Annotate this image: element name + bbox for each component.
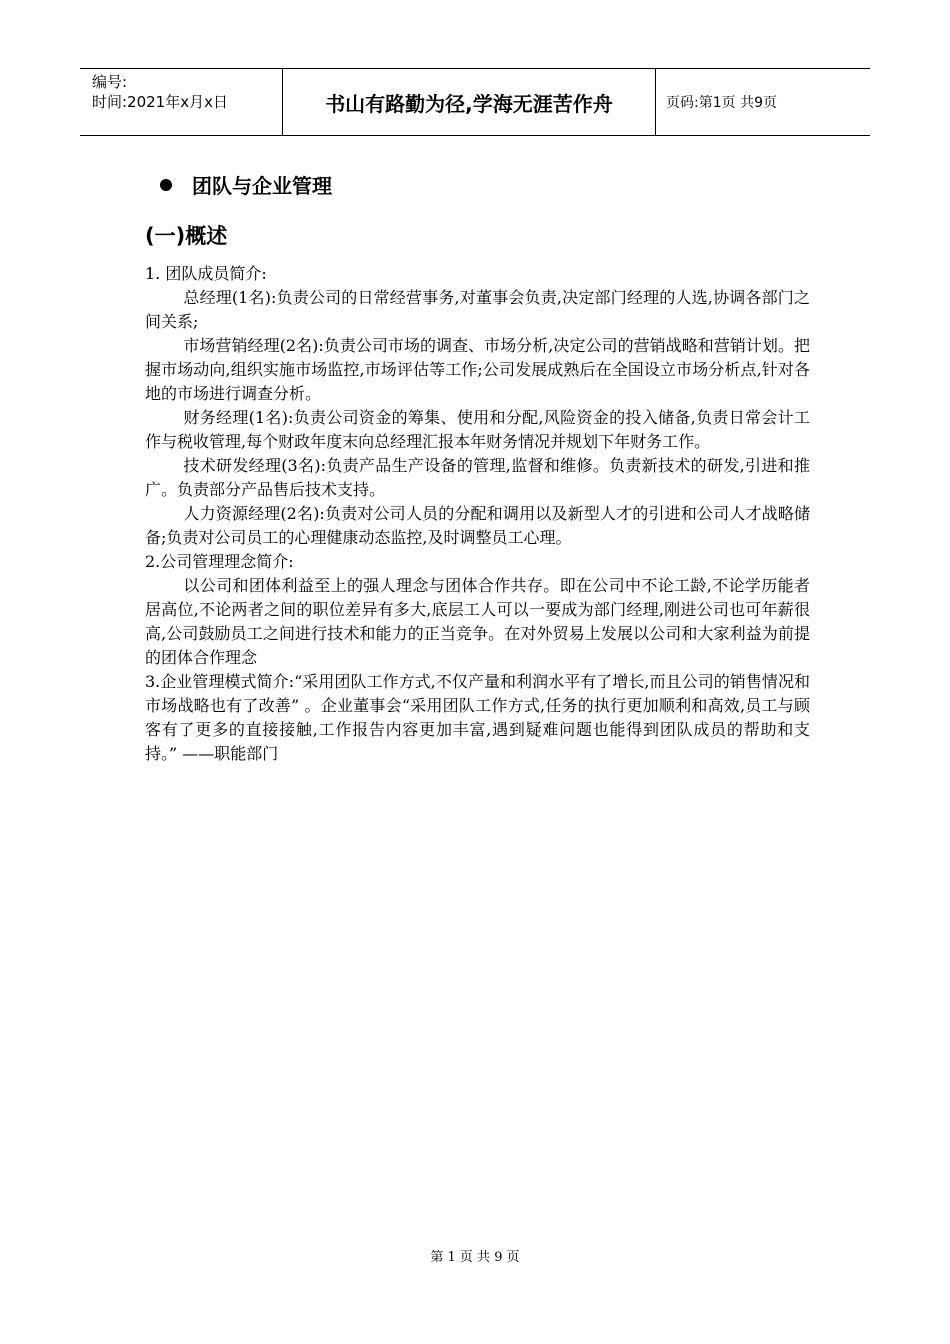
paragraph-tech-manager: 技术研发经理(3名):负责产品生产设备的管理,监督和维修。负责新技术的研发,引进和推广。负责部分产品售后技术支持。 [145,456,810,499]
paragraph-hr-manager: 人力资源经理(2名):负责对公司人员的分配和调用以及新型人才的引进和公司人才战略储备;负责对公司员工的心理健康动态监控,及时调整员工心理。 [145,504,810,547]
paragraph-team-intro: 1. 团队成员简介: [145,264,267,283]
paragraph-general-manager: 总经理(1名):负责公司的日常经营事务,对董事会负责,决定部门经理的人选,协调各部门之间关系; [145,288,810,331]
sub-heading: (一)概述 [145,224,228,248]
paragraph-finance-manager: 财务经理(1名):负责公司资金的筹集、使用和分配,风险资金的投入储备,负责日常会计工作与税收管理,每个财政年度末向总经理汇报本年财务情况并规划下年财务工作。 [145,408,810,451]
serial-label: 编号: [92,73,128,91]
header-motto: 书山有路勤为径,学海无涯苦作舟 [282,69,656,135]
section-heading-text: 团队与企业管理 [192,174,332,198]
page-footer: 第 1 页 共 9 页 [430,1250,520,1265]
header-meta [80,69,282,135]
document-header [80,68,870,136]
paragraph-marketing-manager: 市场营销经理(2名):负责公司市场的调查、市场分析,决定公司的营销战略和营销计划。把握市场动向,组织实施市场监控,市场评估等工作;公司发展成熟后在全国设立市场分析点,针对各地的市场进行调查分析。 [145,336,810,403]
bullet-icon [160,179,172,191]
body-content [145,262,810,766]
section-heading [160,170,332,199]
paragraph-management-mode: 3.企业管理模式简介:“采用团队工作方式,不仅产量和利润水平有了增长,而且公司的销售情况和市场战略也有了改善” 。企业董事会“采用团队工作方式,任务的执行更加顺利和高效,员工与顾客有了更多的直接接触,工作报告内容更加丰富,遇到疑难问题也能得到团队成员的帮助和支持。” ——职能部门 [145,672,810,763]
paragraph-philosophy: 以公司和团体利益至上的强人理念与团体合作共存。即在公司中不论工龄,不论学历能者居高位,不论两者之间的职位差异有多大,底层工人可以一要成为部门经理,刚进公司也可年薪很高,公司鼓励员工之间进行技术和能力的正当竞争。在对外贸易上发展以公司和大家利益为前提的团体合作理念 [145,576,810,667]
header-page-code: 页码:第1页 共9页 [666,95,777,111]
date-label: 时间:2021年x月x日 [92,93,228,111]
paragraph-philosophy-title: 2.公司管理理念简介: [145,552,294,571]
